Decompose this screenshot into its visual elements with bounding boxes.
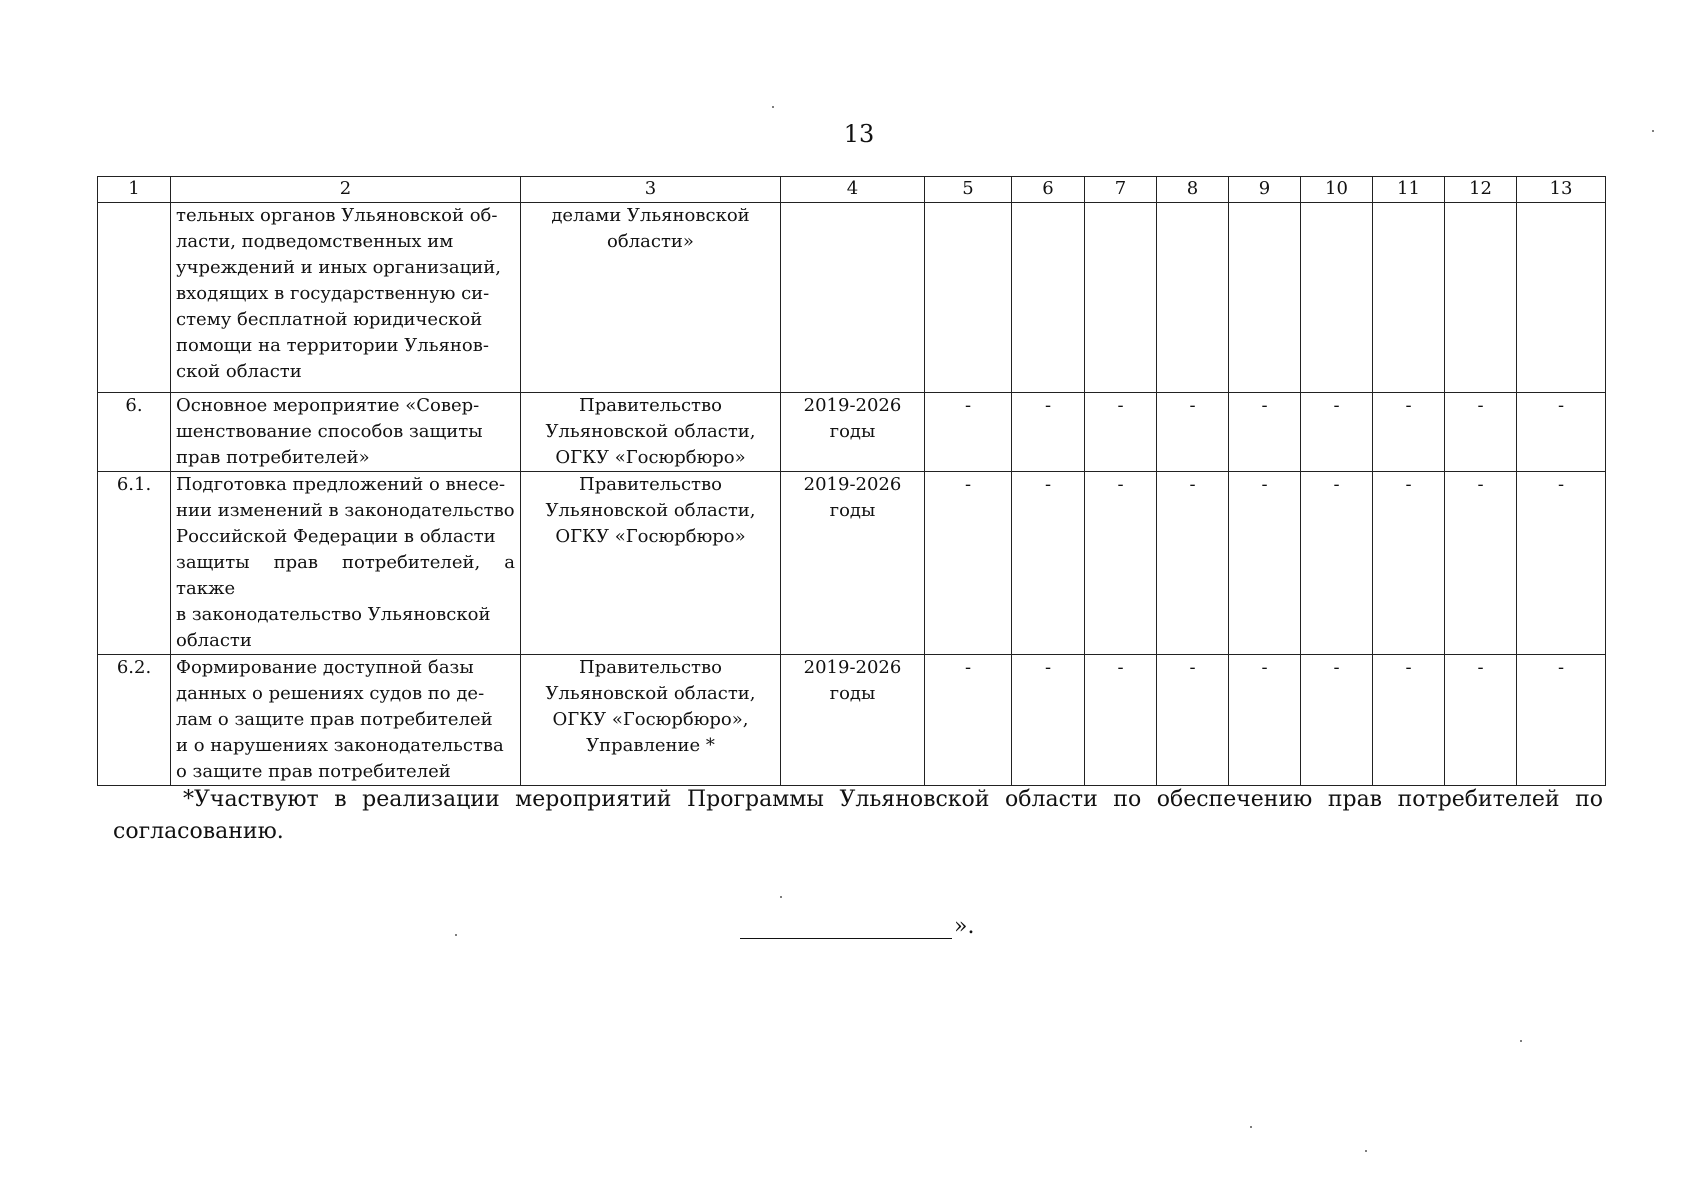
value-dash: - [1117,657,1124,678]
value-cell [925,655,1012,786]
term-cell [781,393,925,472]
value-cell [1301,655,1373,786]
value-dash: - [1557,395,1565,416]
executor-line: Ульяновской области, [545,421,756,442]
column-header-10: 10 [1301,177,1373,203]
value-dash: - [1333,395,1340,416]
activity-name-cell [171,655,521,786]
activity-name-line: входящих в государственную си- [176,283,490,304]
value-cell [1085,472,1157,655]
value-cell [1229,655,1301,786]
activity-name-line: шенствование способов защиты [176,421,483,442]
scan-speck [1520,1040,1522,1042]
row-number: 6. [125,395,143,416]
activity-name-line: и о нарушениях законодательства [176,735,504,756]
executor-line: делами Ульяновской [551,205,750,226]
row-number-cell [98,472,171,655]
row-number-cell [98,655,171,786]
executor-cell [521,203,781,393]
value-cell [1301,393,1373,472]
value-dash: - [964,474,972,495]
table-header-row [98,177,1606,203]
scan-speck [780,896,782,898]
term-line: годы [829,683,876,704]
activity-name-line: ласти, подведомственных им [176,231,454,252]
executor-line: Правительство [579,657,722,678]
value-dash: - [1557,657,1565,678]
activity-name-cell [171,203,521,393]
closing-mark: ». [954,914,975,939]
scan-speck [1250,1126,1252,1128]
column-header-5: 5 [925,177,1012,203]
value-cell [925,472,1012,655]
value-cell [1229,203,1301,393]
column-header-7: 7 [1085,177,1157,203]
scan-speck [1652,130,1654,132]
activity-name-line: о защите прав потребителей [176,761,451,782]
scan-speck [455,934,457,936]
value-cell [1517,655,1606,786]
value-cell [1301,203,1373,393]
value-cell [1012,472,1085,655]
value-cell [1012,203,1085,393]
term-cell [781,655,925,786]
value-cell [1301,472,1373,655]
row-number-cell [98,203,171,393]
value-cell [1445,203,1517,393]
value-dash: - [1477,474,1484,495]
executor-line: Управление * [586,735,715,756]
executor-cell [521,393,781,472]
column-header-1: 1 [98,177,171,203]
closing-line [740,914,974,939]
program-activities-table [97,176,1606,786]
executor-line: ОГКУ «Госюрбюро», [552,709,749,730]
value-cell [1373,203,1445,393]
value-cell [1445,472,1517,655]
activity-name-line: защиты прав потребителей, а также [176,552,515,599]
value-dash: - [1261,395,1268,416]
closing-rule [740,914,952,939]
value-dash: - [1044,474,1052,495]
activity-name-line: данных о решениях судов по де- [176,683,485,704]
table-row [98,655,1606,786]
value-cell [1229,393,1301,472]
value-dash: - [1405,474,1412,495]
value-dash: - [1044,657,1052,678]
value-cell [925,393,1012,472]
value-cell [1157,472,1229,655]
executor-line: ОГКУ «Госюрбюро» [555,526,746,547]
activity-name-line: учреждений и иных организаций, [176,257,501,278]
value-cell [1373,655,1445,786]
column-header-4: 4 [781,177,925,203]
value-dash: - [1405,395,1412,416]
scan-speck [1365,1150,1367,1152]
table-row [98,393,1606,472]
value-cell [1012,393,1085,472]
executor-cell [521,655,781,786]
value-dash: - [1557,474,1565,495]
activity-name-line: стему бесплатной юридической [176,309,483,330]
executor-cell [521,472,781,655]
value-cell [1157,203,1229,393]
value-dash: - [1044,395,1052,416]
column-header-2: 2 [171,177,521,203]
activity-name-cell [171,472,521,655]
column-header-11: 11 [1373,177,1445,203]
activity-name-line: в законодательство Ульяновской [176,604,491,625]
value-cell [1445,655,1517,786]
term-cell [781,472,925,655]
activity-name-line: нии изменений в законодательство [176,500,515,521]
activity-name-line: прав потребителей» [176,447,370,468]
table-body [98,203,1606,786]
term-line: годы [829,500,876,521]
term-line: 2019-2026 [803,657,902,678]
value-cell [1157,393,1229,472]
term-line: годы [829,421,876,442]
value-dash: - [1189,474,1196,495]
value-cell [1517,393,1606,472]
value-cell [1012,655,1085,786]
value-cell [1517,472,1606,655]
value-dash: - [1189,395,1196,416]
value-cell [1373,472,1445,655]
footnote [113,784,1603,848]
value-cell [1085,203,1157,393]
value-dash: - [1477,657,1484,678]
value-cell [925,203,1012,393]
value-cell [1445,393,1517,472]
table-row [98,203,1606,393]
value-dash: - [1405,657,1412,678]
value-dash: - [964,395,972,416]
value-dash: - [964,657,972,678]
column-header-6: 6 [1012,177,1085,203]
value-cell [1085,393,1157,472]
term-cell [781,203,925,393]
activity-name-line: Формирование доступной базы [176,657,474,678]
activity-name-line: тельных органов Ульяновской об- [176,205,498,226]
value-dash: - [1333,657,1340,678]
executor-line: области» [607,231,694,252]
value-dash: - [1333,474,1340,495]
executor-line: ОГКУ «Госюрбюро» [555,447,746,468]
activity-name-line: Подготовка предложений о внесе- [176,474,506,495]
scan-speck [772,106,774,108]
executor-line: Ульяновской области, [545,500,756,521]
value-dash: - [1117,395,1124,416]
value-dash: - [1261,474,1268,495]
column-header-3: 3 [521,177,781,203]
page-number: 13 [843,120,875,148]
activity-name-line: области [176,630,252,651]
term-line: 2019-2026 [803,395,902,416]
value-cell [1157,655,1229,786]
value-dash: - [1117,474,1124,495]
executor-line: Правительство [579,395,722,416]
activity-name-cell [171,393,521,472]
value-cell [1229,472,1301,655]
activity-name-line: Основное мероприятие «Совер- [176,395,480,416]
value-cell [1373,393,1445,472]
term-line: 2019-2026 [803,474,902,495]
executor-line: Правительство [579,474,722,495]
row-number: 6.2. [116,657,152,678]
value-dash: - [1477,395,1484,416]
column-header-13: 13 [1517,177,1606,203]
row-number-cell [98,393,171,472]
activity-name-line: Российской Федерации в области [176,526,496,547]
executor-line: Ульяновской области, [545,683,756,704]
value-cell [1517,203,1606,393]
value-dash: - [1261,657,1268,678]
column-header-8: 8 [1157,177,1229,203]
activity-name-line: ской области [176,361,302,382]
value-dash: - [1189,657,1196,678]
table-row [98,472,1606,655]
activity-name-line: лам о защите прав потребителей [176,709,493,730]
value-cell [1085,655,1157,786]
row-number: 6.1. [116,474,152,495]
column-header-9: 9 [1229,177,1301,203]
activity-name-line: помощи на территории Ульянов- [176,335,489,356]
column-header-12: 12 [1445,177,1517,203]
footnote-text: *Участвуют в реализации мероприятий Программы Ульяновской области по обеспечению прав потребителей по согласованию. [113,787,1603,844]
